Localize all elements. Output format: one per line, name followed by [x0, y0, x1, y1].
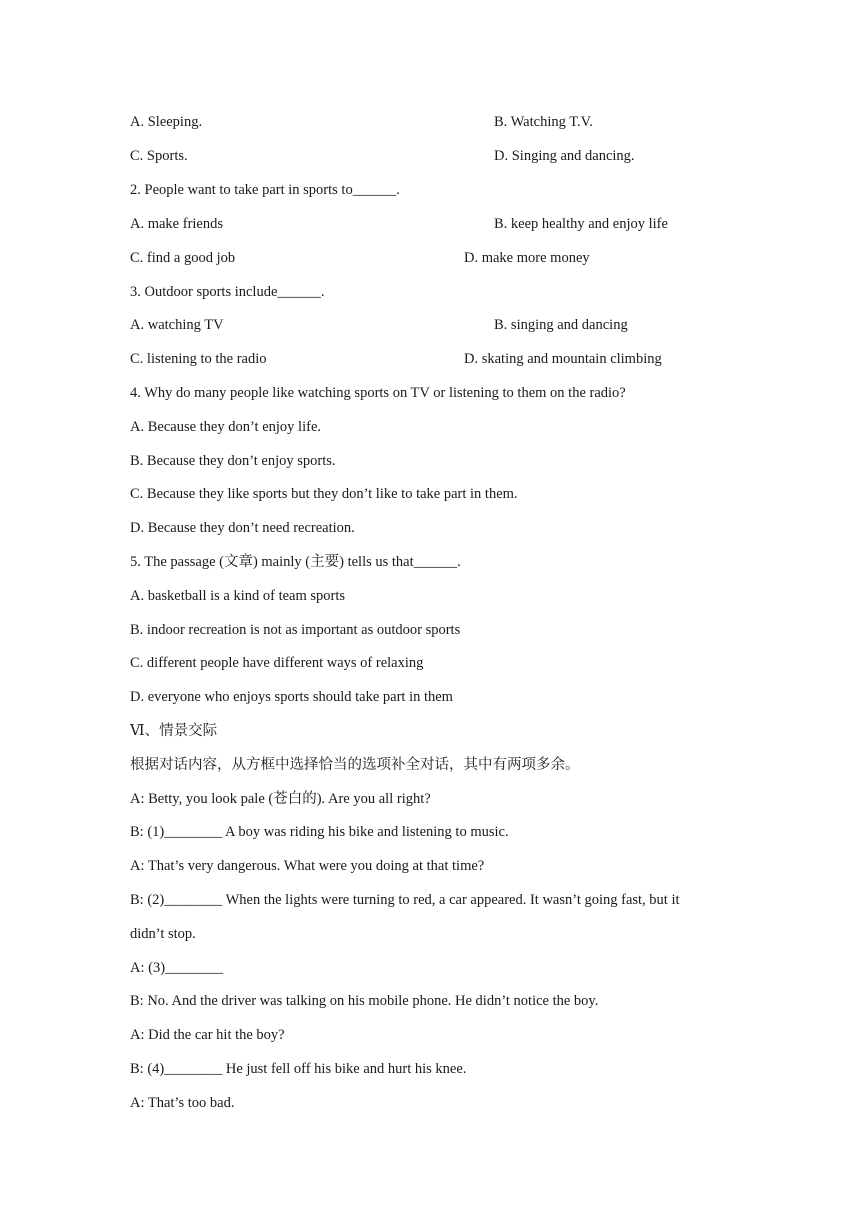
q2-options-row-2	[130, 249, 590, 267]
q2-option-a: A. make friends	[130, 216, 224, 232]
q3-options-row-1	[130, 316, 628, 334]
q4-option-d: D. Because they don’t need recreation.	[130, 520, 355, 536]
q3-option-b: B. singing and dancing	[494, 317, 628, 333]
q3-options-row-2	[130, 350, 662, 368]
q5-option-c: C. different people have different ways of relaxing	[130, 655, 424, 671]
q3-option-d: D. skating and mountain climbing	[464, 351, 662, 367]
q4-stem: 4. Why do many people like watching sports on TV or listening to them on the radio?	[130, 385, 626, 401]
q2-options-row-1	[130, 215, 668, 233]
q5-option-a: A. basketball is a kind of team sports	[130, 588, 346, 604]
dialogue-line-6: A: (3)________	[130, 960, 224, 976]
q5-stem: 5. The passage (文章) mainly (主要) tells us that______.	[130, 554, 461, 570]
q5-option-b: B. indoor recreation is not as important as outdoor sports	[130, 622, 461, 638]
dialogue-line-3: A: That’s very dangerous. What were you doing at that time?	[130, 858, 485, 874]
dialogue-line-1: A: Betty, you look pale (苍白的). Are you all right?	[130, 791, 431, 807]
q5-option-d: D. everyone who enjoys sports should take part in them	[130, 689, 453, 705]
dialogue-line-2: B: (1)________ A boy was riding his bike and listening to music.	[130, 824, 509, 840]
dialogue-line-5: didn’t stop.	[130, 926, 196, 942]
section-6-heading: Ⅵ、情景交际	[130, 723, 218, 739]
q4-option-c: C. Because they like sports but they don’t like to take part in them.	[130, 486, 518, 502]
q2-option-b: B. keep healthy and enjoy life	[494, 216, 668, 232]
dialogue-line-10: A: That’s too bad.	[130, 1095, 235, 1111]
q1-options-row-1	[130, 113, 593, 131]
q2-option-c: C. find a good job	[130, 250, 236, 266]
q3-option-a: A. watching TV	[130, 317, 224, 333]
dialogue-line-7: B: No. And the driver was talking on his mobile phone. He didn’t notice the boy.	[130, 993, 599, 1009]
dialogue-line-4: B: (2)________ When the lights were turning to red, a car appeared. It wasn’t going fast, but it	[130, 892, 680, 908]
section-6-instruction: 根据对话内容，从方框中选择恰当的选项补全对话，其中有两项多余。	[130, 757, 580, 773]
q1-option-b: B. Watching T.V.	[494, 114, 593, 130]
dialogue-line-8: A: Did the car hit the boy?	[130, 1027, 285, 1043]
q3-option-c: C. listening to the radio	[130, 351, 267, 367]
q4-option-a: A. Because they don’t enjoy life.	[130, 419, 321, 435]
q1-option-d: D. Singing and dancing.	[494, 148, 635, 164]
dialogue-line-9: B: (4)________ He just fell off his bike and hurt his knee.	[130, 1061, 467, 1077]
q2-stem: 2. People want to take part in sports to______.	[130, 182, 400, 198]
q1-option-c: C. Sports.	[130, 148, 188, 164]
q1-option-a: A. Sleeping.	[130, 114, 203, 130]
q4-option-b: B. Because they don’t enjoy sports.	[130, 453, 336, 469]
q2-option-d: D. make more money	[464, 250, 590, 266]
q1-options-row-2	[130, 147, 635, 165]
q3-stem: 3. Outdoor sports include______.	[130, 284, 325, 300]
